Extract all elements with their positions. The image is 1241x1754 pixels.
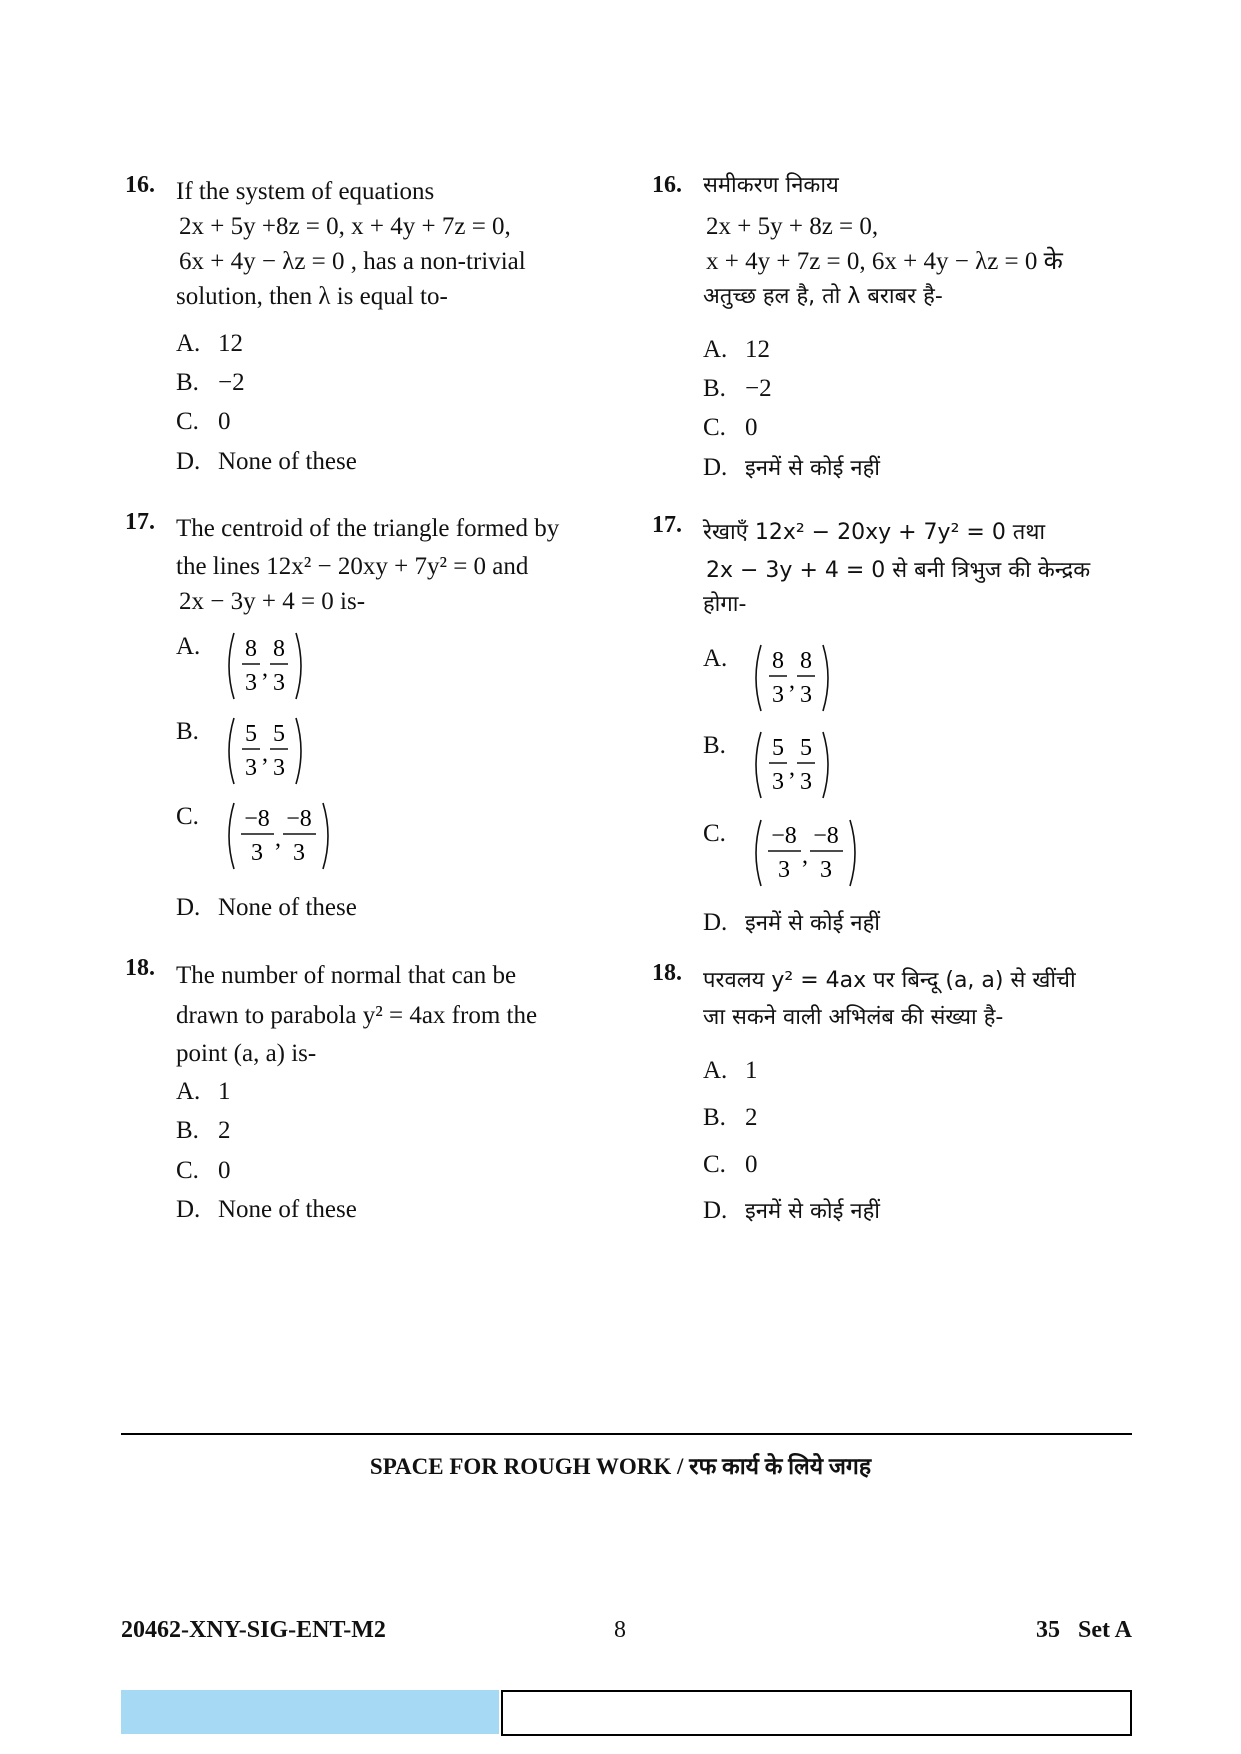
option-c[interactable]: C. 0	[703, 1151, 758, 1178]
fraction-pair	[751, 641, 837, 715]
question-text: अतुच्छ हल है, तो λ बराबर है-	[703, 284, 943, 309]
option-d[interactable]: D. None of these	[176, 894, 357, 921]
option-d[interactable]: D. None of these	[176, 1196, 357, 1223]
footer-empty-box	[501, 1690, 1132, 1736]
question-equation: 2x + 5y + 8z = 0,	[706, 213, 879, 240]
denominator: 3	[772, 769, 785, 795]
option-b[interactable]: B. 5 3 , 5 3	[703, 728, 837, 802]
question-number: 17.	[125, 509, 155, 535]
question-number: 17.	[652, 512, 682, 538]
question-text: point (a, a) is-	[176, 1040, 317, 1067]
option-c[interactable]: C. −8 3 , −8 3	[703, 816, 863, 890]
option-c[interactable]: C. 0	[176, 1157, 231, 1184]
page-number: 8	[614, 1617, 626, 1643]
denominator: 3	[245, 670, 258, 696]
fraction-pair	[224, 799, 336, 873]
option-d[interactable]: D. इनमें से कोई नहीं	[703, 454, 881, 481]
option-b[interactable]: B. −2	[703, 375, 772, 402]
denominator: 3	[251, 840, 264, 866]
fraction-pair	[751, 816, 863, 890]
question-equation: x + 4y + 7z = 0, 6x + 4y − λz = 0 के	[706, 248, 1063, 275]
numerator: −8	[244, 806, 271, 832]
svg-text:,: ,	[789, 668, 796, 694]
question-text: रेखाएँ 12x² − 20xy + 7y² = 0 तथा	[703, 520, 1046, 545]
option-b[interactable]: B. −2	[176, 369, 245, 396]
fraction-pair	[224, 714, 310, 788]
question-number: 18.	[652, 960, 682, 986]
denominator: 3	[273, 670, 286, 696]
denominator: 3	[800, 769, 813, 795]
svg-text:,: ,	[789, 755, 796, 781]
option-a[interactable]: A. 8 3 , 8 3	[703, 641, 837, 715]
question-text: परवलय y² = 4ax पर बिन्दू (a, a) से खींची	[703, 968, 1076, 993]
option-a[interactable]: A. 12	[176, 330, 243, 357]
set-label: 35 Set A	[1036, 1617, 1132, 1643]
denominator: 3	[245, 755, 258, 781]
option-a[interactable]: A. 1	[703, 1057, 758, 1084]
option-d[interactable]: D. None of these	[176, 448, 357, 475]
numerator: 5	[245, 721, 258, 747]
denominator: 3	[772, 682, 785, 708]
question-equation: 2x − 3y + 4 = 0 is-	[179, 588, 366, 615]
svg-text:,: ,	[262, 656, 269, 682]
svg-text:,: ,	[262, 741, 269, 767]
question-number: 18.	[125, 955, 155, 981]
fraction-pair	[751, 728, 837, 802]
numerator: 5	[800, 735, 813, 761]
question-text: 2x − 3y + 4 = 0 से बनी त्रिभुज की केन्द्रक	[706, 558, 1091, 583]
rough-work-heading: SPACE FOR ROUGH WORK / रफ कार्य के लिये जगह	[369, 1454, 872, 1479]
option-c[interactable]: C. 0	[703, 414, 758, 441]
question-number: 16.	[652, 172, 682, 198]
question-text: solution, then λ is equal to-	[176, 283, 448, 310]
numerator: 5	[772, 735, 785, 761]
numerator: 8	[273, 636, 286, 662]
divider-line	[121, 1433, 1132, 1435]
denominator: 3	[293, 840, 306, 866]
option-c[interactable]: C. −8 3 , −8 3	[176, 799, 336, 873]
question-text: जा सकने वाली अभिलंब की संख्या है-	[703, 1005, 1004, 1030]
question-text: The number of normal that can be	[176, 962, 517, 989]
option-b[interactable]: B. 2	[703, 1104, 758, 1131]
svg-text:,: ,	[802, 843, 809, 869]
numerator: −8	[813, 823, 840, 849]
option-b[interactable]: B. 5 3 , 5 3	[176, 714, 310, 788]
option-a[interactable]: A. 8 3 , 8 3	[176, 629, 310, 703]
question-text: The centroid of the triangle formed by	[176, 515, 560, 542]
question-text: होगा-	[703, 592, 747, 617]
svg-text:,: ,	[275, 826, 282, 852]
denominator: 3	[273, 755, 286, 781]
question-equation: 2x + 5y +8z = 0, x + 4y + 7z = 0,	[179, 213, 511, 240]
option-c[interactable]: C. 0	[176, 408, 231, 435]
option-a[interactable]: A. 12	[703, 336, 770, 363]
numerator: 8	[245, 636, 258, 662]
denominator: 3	[800, 682, 813, 708]
option-d[interactable]: D. इनमें से कोई नहीं	[703, 1197, 881, 1224]
question-text: समीकरण निकाय	[703, 173, 839, 198]
question-text: drawn to parabola y² = 4ax from the	[176, 1002, 538, 1029]
denominator: 3	[820, 857, 833, 883]
denominator: 3	[778, 857, 791, 883]
paper-code: 20462-XNY-SIG-ENT-M2	[121, 1617, 386, 1643]
question-number: 16.	[125, 172, 155, 198]
numerator: 8	[800, 648, 813, 674]
numerator: −8	[286, 806, 313, 832]
option-d[interactable]: D. इनमें से कोई नहीं	[703, 909, 881, 936]
footer-color-bar	[121, 1690, 499, 1734]
numerator: −8	[771, 823, 798, 849]
option-b[interactable]: B. 2	[176, 1117, 231, 1144]
question-text: the lines 12x² − 20xy + 7y² = 0 and	[176, 553, 529, 580]
question-text: 6x + 4y − λz = 0 , has a non-trivial	[179, 248, 526, 275]
option-a[interactable]: A. 1	[176, 1078, 231, 1105]
fraction-pair	[224, 629, 310, 703]
question-text: If the system of equations	[176, 178, 435, 205]
numerator: 8	[772, 648, 785, 674]
numerator: 5	[273, 721, 286, 747]
